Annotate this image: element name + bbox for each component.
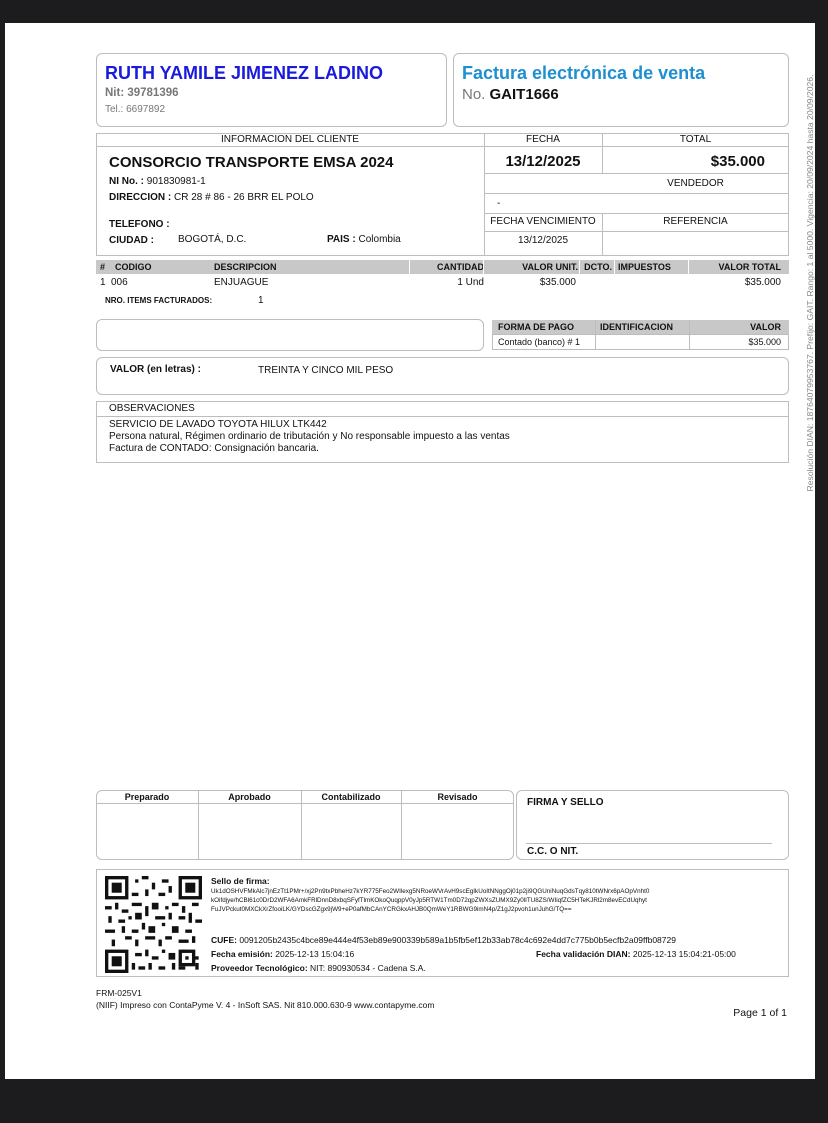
invoice-page: RUTH YAMILE JIMENEZ LADINO Nit: 39781396 Tel.: 6697892 Factura electrónica de venta No. GAIT1666 INFORMACION DEL CLIENTE CONSORCIO TRANSPORTE EMSA 2024 NI No. : 901830981-1 DIRECCION : CR 28 # 86 - 26 BRR EL POLO TELEFONO : CIUDAD : BOGOTÁ, D.C. PAIS : Colombia FECHA TOTAL 13/12/2025 $35.000 VENDEDOR - FECHA VENCIMIENTO REFERENCIA 13/12/2025 # CODIGO DESCRIPCION CANTIDAD VALOR UNIT. DCTO. IMPUESTOS VALOR TOTAL 1 006 ENJUAGUE 1 Und $35.000 $35.000 NRO. ITEMS FACTURADOS: 1 FORMA DE PAGO IDENTIFICACION VALOR Contado (banco) # 1 $35.000 VALOR (en letras) : TREINTA Y CINCO MIL PESO OBSERVACIONES SERVICIO DE LAVADO TOYOTA HILUX LTK442 Persona natural, Régimen ordinario de tributación y No responsable impuesto a las ventas Factura de CONTADO: Consignación bancaria. Preparado Aprobado Contabilizado Revisado FIRMA Y SELLO C.C. O NIT. Sello de firma: Uk1dOSHVFMkAlc7jnEzTt1PMr+/xj2Pn9txPbheHz7kYR775Feo2WIlexg5NRoeWVrAvH9scEgIkUoItNNggOj01p2ji9QGUniNuqGdsTqy810tWNrx6pAOpVnht0 kOifdjye/hCBl61c0DrD2WFA6AmkFRlDnnD8xbqSFyfTlmKOkoQuqppV0yJp5RTW1Tm0D72qpZWXsZUMX9Zy0lITU8ZS/WIiqfZC5HTeKJRl2m8evECdUqhyt FuJVPckut0MXCkXrZfooiLK/GYDscGZgx9jW9+eP0afMbCAnYCRGkxAHJB0QmWeY1RBWG9imN4p/Z1gJ2pvoh1unJuhG/TQ== CUFE: 0091205b2435c4bce89e444e4f53eb89e900339b589a1b5fb5ef12b33ab78c4c692e4dd7c775b0b5ecfb2a09ffb08729 Fecha emisión: 2025-12-13 15:04:16 Fecha validación DIAN: 2025-12-13 15:04:21-05:00 Proveedor Tecnológico: NIT: 890930534 - Cadena S.A. FRM-025V1 (NIIF) Impreso con ContaPyme V. 4 - InSoft SAS. Nit 810.000.630-9 www.contapyme.com Page 1 of 1 Resolución DIAN: 18764079953767. Prefijo: GAIT. Rango: 1 al 5000. Vigencia: 20/09/2024 hasta 20/09/2026. xyxy=(5,23,815,1079)
emision-label: Fecha emisión: xyxy=(211,949,273,959)
sello-line-1: Uk1dOSHVFMkAlc7jnEzTt1PMr+/xj2Pn9txPbheHz7kYR775Feo2WIlexg5NRoeWVrAvH9scEgIkUoItNNggOj01p2ji9QGUniNuqGdsTqy810tWNrx6pAOpVnht0 xyxy=(211,888,650,895)
issuer-name: RUTH YAMILE JIMENEZ LADINO xyxy=(105,63,384,83)
sello-line-3: FuJVPckut0MXCkXrZfooiLK/GYDscGZgx9jW9+eP0afMbCAnYCRGkxAHJB0QmWeY1RBWG9imN4p/Z1gJ2pvoh1unJuhG/TQ== xyxy=(211,906,572,913)
client-city: BOGOTÁ, D.C. xyxy=(178,234,247,245)
client-dir-label: DIRECCION : xyxy=(109,192,172,203)
sello-line-2: kOifdjye/hCBl61c0DrD2WFA6AmkFRlDnnD8xbqSFyfTlmKOkoQuqppV0yJp5RTW1Tm0D72qpZWXsZUMX9Zy0lITU8ZS/WIiqfZC5HTeKJRl2m8evECdUqhyt xyxy=(211,897,647,904)
total-value: $35.000 xyxy=(710,153,765,170)
qr-code-icon xyxy=(105,876,202,973)
fecha-value: 13/12/2025 xyxy=(505,153,581,170)
col-valor-unit: VALOR UNIT. xyxy=(522,262,578,272)
emision-value: 2025-12-13 15:04:16 xyxy=(275,949,355,959)
col-valor-total: VALOR TOTAL xyxy=(718,262,781,272)
revisado-label: Revisado xyxy=(437,792,478,802)
vendedor-value: - xyxy=(497,198,501,209)
cufe-label: CUFE: xyxy=(211,935,237,945)
fecha-label: FECHA xyxy=(526,134,560,145)
items-count-label: NRO. ITEMS FACTURADOS: xyxy=(105,296,213,305)
client-tel-label: TELEFONO : xyxy=(109,219,170,230)
item-n: 1 xyxy=(100,277,106,288)
client-header: INFORMACION DEL CLIENTE xyxy=(221,134,359,145)
firma-box xyxy=(516,790,789,860)
cufe-value: 0091205b2435c4bce89e444e4f53eb89e900339b589a1b5fb5ef12b33ab78c4c692e4dd7c775b0b5ecfb2a09ffb08729 xyxy=(239,935,676,945)
pay-valor: $35.000 xyxy=(748,337,781,347)
dian-resolution-text: Resolución DIAN: 18764079953767. Prefijo: GAIT. Rango: 1 al 5000. Vigencia: 20/09/2024 hasta 20/09/2026. xyxy=(805,74,815,492)
col-hash: # xyxy=(100,262,106,272)
validacion-label: Fecha validación DIAN: xyxy=(536,949,631,959)
col-descripcion: DESCRIPCION xyxy=(214,262,277,272)
invoice-title-box xyxy=(453,53,789,127)
col-dcto: DCTO. xyxy=(584,262,612,272)
client-ni: 901830981-1 xyxy=(146,176,206,187)
client-name: CONSORCIO TRANSPORTE EMSA 2024 xyxy=(109,154,394,171)
aprobado-label: Aprobado xyxy=(228,792,271,802)
issuer-tel: Tel.: 6697892 xyxy=(105,104,166,115)
validacion-value: 2025-12-13 15:04:21-05:00 xyxy=(632,949,736,959)
pay-valor-label: VALOR xyxy=(750,322,781,332)
contabilizado-label: Contabilizado xyxy=(321,792,381,802)
invoice-number: GAIT1666 xyxy=(489,86,559,103)
proveedor-value: NIT: 890930534 - Cadena S.A. xyxy=(310,963,426,973)
item-desc: ENJUAGUE xyxy=(214,277,269,288)
valor-letras: TREINTA Y CINCO MIL PESO xyxy=(258,365,394,376)
client-pais: Colombia xyxy=(358,234,401,245)
col-cantidad: CANTIDAD xyxy=(437,262,484,272)
client-pais-label: PAIS : xyxy=(327,234,356,245)
obs-line-1: SERVICIO DE LAVADO TOYOTA HILUX LTK442 xyxy=(109,419,327,430)
client-ni-label: NI No. : xyxy=(109,176,144,187)
preparado-label: Preparado xyxy=(124,792,170,802)
invoice-no-label: No. xyxy=(462,86,486,103)
vencimiento-value: 13/12/2025 xyxy=(517,235,569,246)
sello-label: Sello de firma: xyxy=(211,876,270,886)
items-count: 1 xyxy=(258,295,264,306)
valor-letras-box xyxy=(96,357,789,395)
col-impuestos: IMPUESTOS xyxy=(618,262,671,272)
item-code: 006 xyxy=(111,277,128,288)
sello-text xyxy=(211,887,649,914)
total-label: TOTAL xyxy=(679,134,712,145)
pay-forma-label: FORMA DE PAGO xyxy=(498,322,574,332)
pay-forma: Contado (banco) # 1 xyxy=(498,337,581,347)
client-city-label: CIUDAD : xyxy=(109,235,154,246)
item-qty: 1 Und xyxy=(457,277,484,288)
issuer-box xyxy=(96,53,447,127)
valor-letras-label: VALOR (en letras) : xyxy=(110,364,201,375)
col-codigo: CODIGO xyxy=(115,262,152,272)
footer-form: FRM-025V1 xyxy=(96,988,142,998)
vencimiento-label: FECHA VENCIMIENTO xyxy=(490,216,596,227)
observaciones-label: OBSERVACIONES xyxy=(109,403,195,414)
table-row xyxy=(96,275,789,289)
referencia-label: REFERENCIA xyxy=(663,216,728,227)
obs-line-2: Persona natural, Régimen ordinario de tributación y No responsable impuesto a las ventas xyxy=(109,431,510,442)
page-number: Page 1 of 1 xyxy=(733,1007,787,1019)
invoice-title: Factura electrónica de venta xyxy=(462,63,706,83)
item-unit: $35.000 xyxy=(539,277,576,288)
client-dir: CR 28 # 86 - 26 BRR EL POLO xyxy=(174,192,314,203)
item-total: $35.000 xyxy=(744,277,781,288)
firma-label: FIRMA Y SELLO xyxy=(527,797,604,808)
payment-header xyxy=(492,320,789,334)
pay-id-label: IDENTIFICACION xyxy=(600,322,673,332)
issuer-nit: Nit: 39781396 xyxy=(105,87,179,99)
footer-printed: (NIIF) Impreso con ContaPyme V. 4 - InSoft SAS. Nit 810.000.630-9 www.contapyme.com xyxy=(96,1000,435,1010)
proveedor-label: Proveedor Tecnológico: xyxy=(211,963,308,973)
obs-line-3: Factura de CONTADO: Consignación bancaria. xyxy=(109,443,319,454)
notes-box xyxy=(96,319,484,351)
cc-label: C.C. O NIT. xyxy=(527,846,579,857)
items-header xyxy=(96,260,789,274)
